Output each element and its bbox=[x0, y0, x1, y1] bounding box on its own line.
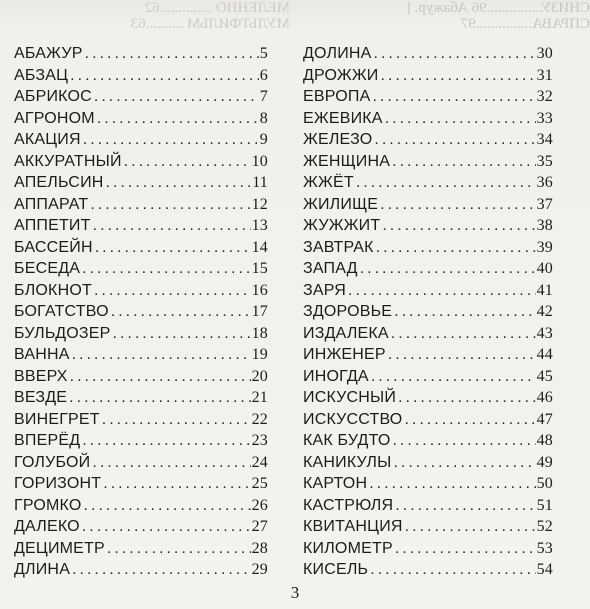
dot-leader bbox=[94, 280, 251, 302]
dot-leader bbox=[113, 323, 251, 345]
entry-page-number: 40 bbox=[536, 260, 553, 277]
entry-page-number: 34 bbox=[536, 131, 553, 148]
dot-leader bbox=[388, 344, 536, 366]
entry-word: АППЕТИТ bbox=[14, 217, 91, 234]
entry-word: БАССЕЙН bbox=[14, 238, 93, 256]
dot-leader bbox=[360, 258, 536, 280]
entry-page-number: 26 bbox=[251, 496, 268, 514]
index-entry bbox=[14, 366, 268, 388]
dot-leader bbox=[82, 430, 250, 452]
dot-leader bbox=[111, 301, 251, 323]
index-entry bbox=[14, 516, 268, 538]
entry-page-number: 46 bbox=[536, 389, 553, 406]
entry-page-number: 24 bbox=[251, 453, 268, 471]
dot-leader bbox=[84, 495, 251, 517]
entry-page-number: 16 bbox=[251, 281, 268, 299]
entry-page-number: 21 bbox=[251, 389, 268, 406]
entry-word: АКАЦИЯ bbox=[14, 131, 81, 148]
entry-page-number: 6 bbox=[259, 66, 268, 84]
entry-word: ЖЕНЩИНА bbox=[303, 152, 391, 170]
dot-leader bbox=[82, 258, 250, 280]
entry-page-number: 18 bbox=[251, 324, 268, 342]
index-entry bbox=[14, 409, 268, 431]
entry-page-number: 38 bbox=[536, 217, 553, 234]
bleed-through-right bbox=[300, 0, 590, 36]
index-entry bbox=[303, 538, 553, 560]
entry-page-number: 22 bbox=[251, 410, 268, 428]
index-entry bbox=[303, 129, 553, 151]
index-entry bbox=[14, 43, 268, 65]
dot-leader bbox=[124, 151, 251, 173]
entry-page-number: 8 bbox=[259, 109, 268, 127]
dot-leader bbox=[107, 538, 251, 560]
entry-word: ВАННА bbox=[14, 346, 70, 363]
index-column-left bbox=[14, 43, 268, 581]
dot-leader bbox=[348, 280, 536, 302]
dot-leader bbox=[95, 237, 251, 259]
entry-word: ЗАПАД bbox=[303, 260, 358, 277]
entry-page-number: 11 bbox=[252, 174, 268, 191]
entry-page-number: 17 bbox=[251, 303, 268, 320]
index-entry bbox=[14, 65, 268, 87]
entry-word: БЛОКНОТ bbox=[14, 281, 92, 299]
entry-page-number: 25 bbox=[251, 475, 268, 492]
index-entry bbox=[14, 495, 268, 517]
dot-leader bbox=[106, 172, 252, 194]
dot-leader bbox=[92, 452, 250, 474]
bleed-line: МУЛЬТФИЛЬМ ..........63 bbox=[130, 16, 290, 32]
entry-word: ЗАВТРАК bbox=[303, 238, 374, 256]
dot-leader bbox=[371, 366, 536, 388]
dot-leader bbox=[404, 409, 535, 431]
index-entry bbox=[14, 473, 268, 495]
dot-leader bbox=[376, 237, 536, 259]
entry-word: ДЕЦИМЕТР bbox=[14, 539, 105, 557]
dot-leader bbox=[393, 452, 535, 474]
dot-leader bbox=[369, 473, 535, 495]
index-entry bbox=[303, 237, 553, 259]
dot-leader bbox=[392, 430, 535, 452]
index-entry bbox=[303, 108, 553, 130]
index-entry bbox=[303, 194, 553, 216]
entry-word: ЖЖЁТ bbox=[303, 174, 354, 191]
entry-page-number: 14 bbox=[251, 238, 268, 256]
index-entry bbox=[14, 108, 268, 130]
dot-leader bbox=[380, 194, 535, 216]
entry-word: КАРТОН bbox=[303, 475, 368, 492]
index-entry bbox=[303, 452, 553, 474]
entry-word: КАСТРЮЛЯ bbox=[303, 496, 394, 514]
entry-page-number: 43 bbox=[536, 324, 553, 342]
index-entry bbox=[303, 495, 553, 517]
index-entry bbox=[303, 215, 553, 237]
bleed-line: СНИЗУ...............96 Абажур. [ bbox=[405, 0, 590, 16]
entry-page-number: 15 bbox=[251, 260, 268, 277]
entry-word: ГРОМКО bbox=[14, 496, 82, 514]
index-entry bbox=[14, 323, 268, 345]
entry-word: АГРОНОМ bbox=[14, 109, 95, 127]
index-entry bbox=[14, 151, 268, 173]
entry-word: ИСКУСНЫЙ bbox=[303, 389, 397, 406]
bleed-through-left bbox=[0, 0, 290, 36]
index-entry bbox=[303, 473, 553, 495]
entry-page-number: 53 bbox=[536, 539, 553, 557]
entry-page-number: 39 bbox=[536, 238, 553, 256]
dot-leader bbox=[90, 194, 250, 216]
dot-leader bbox=[382, 215, 535, 237]
entry-word: ЖУЖЖИТ bbox=[303, 217, 381, 234]
entry-page-number: 20 bbox=[251, 367, 268, 385]
dot-leader bbox=[93, 215, 251, 237]
index-entry bbox=[303, 430, 553, 452]
index-entry bbox=[303, 559, 553, 581]
entry-page-number: 13 bbox=[251, 217, 268, 234]
entry-word: БУЛЬДОЗЕР bbox=[14, 324, 111, 342]
dot-leader bbox=[374, 43, 536, 65]
entry-word: БЕСЕДА bbox=[14, 260, 81, 277]
index-entry bbox=[14, 194, 268, 216]
index-entry bbox=[303, 65, 553, 87]
entry-page-number: 27 bbox=[251, 518, 268, 535]
dot-leader bbox=[102, 409, 251, 431]
index-entry bbox=[14, 430, 268, 452]
entry-page-number: 7 bbox=[259, 88, 268, 105]
index-entry bbox=[303, 387, 553, 409]
index-entry bbox=[303, 258, 553, 280]
entry-page-number: 54 bbox=[536, 561, 553, 578]
index-column-right bbox=[303, 43, 553, 581]
entry-page-number: 9 bbox=[259, 131, 268, 148]
entry-page-number: 42 bbox=[536, 303, 553, 320]
entry-word: ИНОГДА bbox=[303, 367, 369, 385]
index-entry bbox=[303, 301, 553, 323]
dot-leader bbox=[405, 516, 536, 538]
entry-word: ЖЕЛЕЗО bbox=[303, 131, 373, 148]
entry-page-number: 41 bbox=[536, 281, 553, 299]
dot-leader bbox=[395, 495, 535, 517]
bleed-line: СПРАВА...............97 bbox=[460, 16, 590, 32]
entry-word: ДОЛИНА bbox=[303, 45, 372, 62]
dot-leader bbox=[394, 301, 535, 323]
dot-leader bbox=[70, 65, 259, 87]
index-entry bbox=[303, 323, 553, 345]
entry-word: ЗДОРОВЬЕ bbox=[303, 303, 393, 320]
index-entry bbox=[14, 301, 268, 323]
dot-leader bbox=[94, 86, 259, 108]
index-entry bbox=[14, 452, 268, 474]
dot-leader bbox=[85, 43, 259, 65]
entry-word: ВИНЕГРЕТ bbox=[14, 410, 100, 428]
entry-word: ИЗДАЛЕКА bbox=[303, 324, 389, 342]
entry-word: АБРИКОС bbox=[14, 88, 92, 105]
entry-word: КАК БУДТО bbox=[303, 432, 391, 449]
index-entry bbox=[14, 258, 268, 280]
entry-page-number: 51 bbox=[536, 496, 553, 514]
dot-leader bbox=[356, 172, 536, 194]
dot-leader bbox=[381, 65, 536, 87]
entry-word: ЕВРОПА bbox=[303, 88, 371, 105]
index-entry bbox=[14, 129, 268, 151]
entry-page-number: 33 bbox=[536, 109, 553, 127]
dot-leader bbox=[374, 129, 535, 151]
dot-leader bbox=[103, 473, 250, 495]
dot-leader bbox=[395, 538, 536, 560]
index-entry bbox=[303, 43, 553, 65]
index-entry bbox=[303, 516, 553, 538]
entry-page-number: 5 bbox=[259, 45, 268, 62]
entry-page-number: 30 bbox=[536, 45, 553, 62]
index-entry bbox=[14, 387, 268, 409]
entry-page-number: 23 bbox=[251, 432, 268, 449]
entry-page-number: 32 bbox=[536, 88, 553, 105]
entry-word: ЖИЛИЩЕ bbox=[303, 195, 379, 213]
index-entry bbox=[303, 366, 553, 388]
entry-page-number: 36 bbox=[536, 174, 553, 191]
entry-word: ЗАРЯ bbox=[303, 281, 347, 299]
dot-leader bbox=[82, 516, 251, 538]
bleed-line: МЕЛЕННО ..............62 bbox=[144, 0, 290, 16]
entry-word: КИЛОМЕТР bbox=[303, 539, 393, 557]
entry-word: ДЛИНА bbox=[14, 561, 71, 578]
entry-page-number: 48 bbox=[536, 432, 553, 449]
entry-word: КВИТАНЦИЯ bbox=[303, 518, 403, 535]
entry-word: ДАЛЕКО bbox=[14, 518, 80, 535]
dot-leader bbox=[398, 387, 536, 409]
entry-word: БОГАТСТВО bbox=[14, 303, 109, 320]
index-entry bbox=[303, 344, 553, 366]
index-entry bbox=[14, 215, 268, 237]
entry-word: ИНЖЕНЕР bbox=[303, 346, 386, 363]
index-entry bbox=[14, 280, 268, 302]
page-number: 3 bbox=[290, 583, 300, 602]
entry-word: ДРОЖЖИ bbox=[303, 66, 379, 84]
index-entry bbox=[14, 559, 268, 581]
dot-leader bbox=[72, 344, 251, 366]
entry-page-number: 49 bbox=[536, 453, 553, 471]
dot-leader bbox=[70, 366, 251, 388]
index-entry bbox=[303, 280, 553, 302]
entry-word: КИСЕЛЬ bbox=[303, 561, 369, 578]
entry-word: КАНИКУЛЫ bbox=[303, 453, 392, 471]
index-entry bbox=[14, 172, 268, 194]
index-entry bbox=[14, 344, 268, 366]
dot-leader bbox=[385, 108, 536, 130]
dot-leader bbox=[72, 559, 251, 581]
dot-leader bbox=[83, 129, 259, 151]
index-entry bbox=[303, 86, 553, 108]
entry-page-number: 45 bbox=[536, 367, 553, 385]
index-entry bbox=[14, 538, 268, 560]
entry-word: ИСКУССТВО bbox=[303, 410, 403, 428]
entry-page-number: 19 bbox=[251, 346, 268, 363]
dot-leader bbox=[69, 387, 250, 409]
dot-leader bbox=[370, 559, 535, 581]
dot-leader bbox=[392, 151, 535, 173]
index-entry bbox=[303, 409, 553, 431]
entry-page-number: 37 bbox=[536, 195, 553, 213]
entry-page-number: 29 bbox=[251, 561, 268, 578]
entry-word: АБАЖУР bbox=[14, 45, 83, 62]
entry-page-number: 35 bbox=[536, 152, 553, 170]
entry-word: АБЗАЦ bbox=[14, 66, 69, 84]
entry-word: АППАРАТ bbox=[14, 195, 89, 213]
entry-page-number: 31 bbox=[536, 66, 553, 84]
entry-word: ВПЕРЁД bbox=[14, 432, 81, 449]
index-entry bbox=[14, 237, 268, 259]
dot-leader bbox=[372, 86, 535, 108]
entry-page-number: 10 bbox=[251, 152, 268, 170]
entry-word: АККУРАТНЫЙ bbox=[14, 152, 122, 170]
dot-leader bbox=[97, 108, 259, 130]
entry-word: ГОРИЗОНТ bbox=[14, 475, 102, 492]
entry-page-number: 47 bbox=[536, 410, 553, 428]
entry-page-number: 28 bbox=[251, 539, 268, 557]
entry-word: ВЕЗДЕ bbox=[14, 389, 68, 406]
entry-page-number: 12 bbox=[251, 195, 268, 213]
entry-page-number: 50 bbox=[536, 475, 553, 492]
entry-word: ГОЛУБОЙ bbox=[14, 453, 91, 471]
index-entry bbox=[303, 172, 553, 194]
index-entry bbox=[14, 86, 268, 108]
entry-page-number: 44 bbox=[536, 346, 553, 363]
dot-leader bbox=[391, 323, 536, 345]
entry-word: АПЕЛЬСИН bbox=[14, 174, 104, 191]
index-entry bbox=[303, 151, 553, 173]
entry-word: ЕЖЕВИКА bbox=[303, 109, 383, 127]
entry-word: ВВЕРХ bbox=[14, 367, 68, 385]
entry-page-number: 52 bbox=[536, 518, 553, 535]
